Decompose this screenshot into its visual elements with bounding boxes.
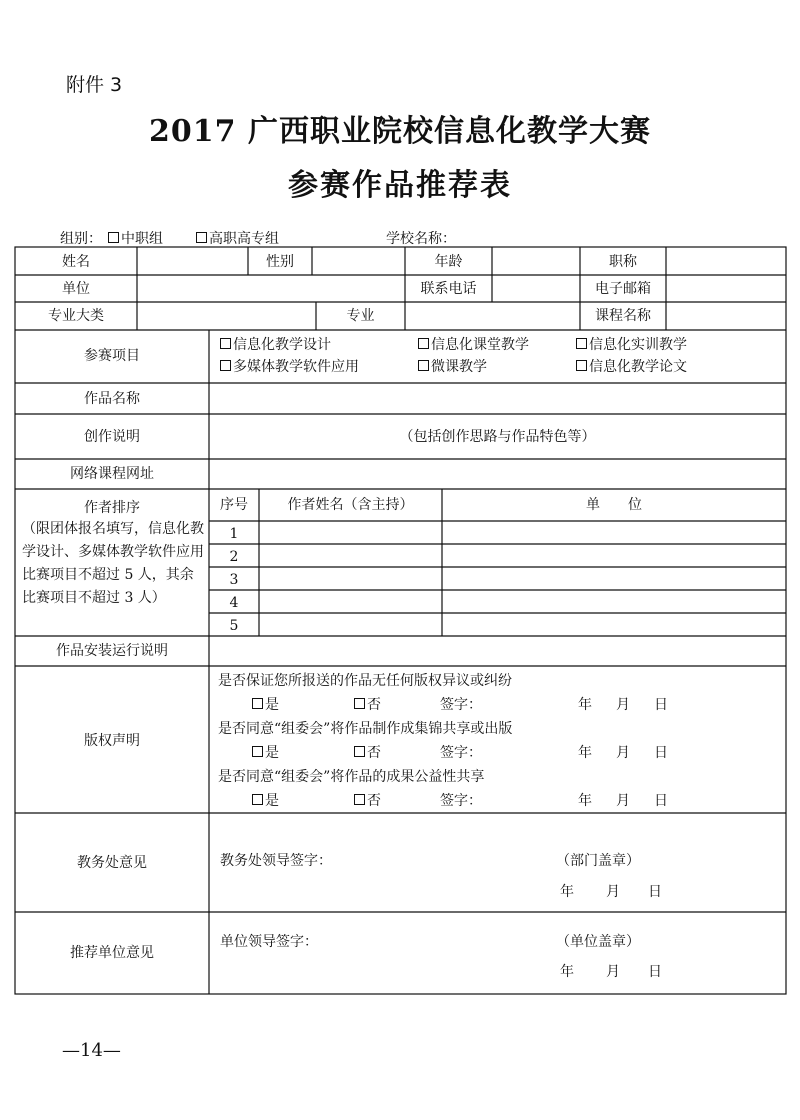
gender-label: 性别 (266, 254, 294, 270)
email-label: 电子邮箱 (595, 281, 651, 297)
year-label: 年 (560, 884, 574, 900)
project-option-label: 多媒体教学软件应用 (233, 359, 359, 375)
authors-note: （限团体报名填写，信息化教学设计、多媒体教学软件应用比赛项目不超过 5 人，其余比赛项目不超过 3 人） (22, 521, 204, 606)
month-label: 月 (616, 697, 630, 713)
project-option-paper[interactable] (576, 360, 687, 374)
yes-label: 是 (265, 697, 279, 713)
yes-label: 是 (265, 745, 279, 761)
signature-label: 签字： (440, 793, 482, 809)
job-title-label: 职称 (609, 254, 637, 270)
project-option-classroom[interactable] (418, 338, 529, 352)
checkbox-icon[interactable] (576, 338, 587, 349)
project-option-design[interactable] (220, 338, 331, 352)
copyright-no-2[interactable] (354, 746, 381, 760)
course-url-label: 网络课程网址 (70, 466, 154, 482)
year-label: 年 (578, 745, 592, 761)
major-category-label: 专业大类 (48, 308, 104, 324)
group-label: 组别： (60, 231, 102, 247)
day-label: 日 (654, 745, 668, 761)
checkbox-icon[interactable] (220, 338, 231, 349)
group-option-higher-label: 高职高专组 (209, 231, 279, 247)
copyright-question-1: 是否保证您所报送的作品无任何版权异议或纠纷 (218, 673, 512, 689)
checkbox-icon[interactable] (354, 794, 365, 805)
no-label: 否 (367, 793, 381, 809)
yes-label: 是 (265, 793, 279, 809)
checkbox-icon[interactable] (418, 360, 429, 371)
checkbox-icon[interactable] (576, 360, 587, 371)
author-row-number: 3 (229, 572, 239, 588)
creation-hint: （包括创作思路与作品特色等） (399, 429, 596, 445)
project-option-label: 信息化教学论文 (589, 359, 687, 375)
copyright-no-3[interactable] (354, 794, 381, 808)
age-label: 年龄 (434, 254, 463, 270)
signature-label: 签字： (440, 697, 482, 713)
project-option-label: 微课教学 (431, 359, 487, 375)
author-col-number: 序号 (220, 497, 248, 513)
signature-label: 签字： (440, 745, 482, 761)
authors-label: 作者排序 (84, 500, 140, 516)
page-number: —14— (62, 1040, 121, 1061)
attachment-label: 附件 3 (66, 74, 123, 96)
academic-office-label: 教务处意见 (77, 855, 147, 871)
form-title: 2017 广西职业院校信息化教学大赛 (149, 114, 651, 149)
month-label: 月 (606, 964, 620, 980)
year-label: 年 (578, 793, 592, 809)
author-row-number: 1 (229, 526, 239, 542)
phone-label: 联系电话 (420, 281, 477, 297)
checkbox-icon[interactable] (220, 360, 231, 371)
checkbox-icon[interactable] (354, 746, 365, 757)
project-option-training[interactable] (576, 338, 687, 352)
copyright-label: 版权声明 (84, 733, 140, 749)
year-label: 年 (578, 697, 592, 713)
project-option-microlesson[interactable] (418, 360, 487, 374)
day-label: 日 (654, 697, 668, 713)
day-label: 日 (648, 884, 662, 900)
school-name-label: 学校名称： (386, 231, 456, 247)
name-label: 姓名 (62, 254, 90, 270)
group-option-secondary-label: 中职组 (121, 231, 163, 247)
project-option-label: 信息化实训教学 (589, 337, 687, 353)
day-label: 日 (648, 964, 662, 980)
install-label: 作品安装运行说明 (56, 643, 168, 659)
project-label: 参赛项目 (84, 348, 140, 364)
month-label: 月 (606, 884, 620, 900)
unit-label: 单位 (62, 281, 90, 297)
project-option-label: 信息化课堂教学 (431, 337, 529, 353)
checkbox-icon[interactable] (418, 338, 429, 349)
creation-label: 创作说明 (84, 429, 140, 445)
form-subtitle: 参赛作品推荐表 (288, 168, 512, 203)
copyright-yes-3[interactable] (252, 794, 279, 808)
course-name-label: 课程名称 (595, 308, 651, 324)
month-label: 月 (616, 745, 630, 761)
unit-stamp-label: （单位盖章） (556, 934, 640, 950)
checkbox-icon[interactable] (252, 794, 263, 805)
copyright-yes-2[interactable] (252, 746, 279, 760)
author-row-number: 4 (229, 595, 239, 611)
no-label: 否 (367, 697, 381, 713)
work-name-label: 作品名称 (84, 391, 140, 407)
recommend-unit-label: 推荐单位意见 (70, 945, 154, 961)
checkbox-icon[interactable] (354, 698, 365, 709)
author-col-name: 作者姓名（含主持） (287, 497, 414, 513)
month-label: 月 (616, 793, 630, 809)
recommend-sign-label: 单位领导签字： (220, 934, 318, 950)
author-col-unit: 单 位 (586, 497, 642, 513)
year-label: 年 (560, 964, 574, 980)
author-row-number: 5 (229, 618, 239, 634)
department-stamp-label: （部门盖章） (556, 853, 640, 869)
copyright-no-1[interactable] (354, 698, 381, 712)
copyright-question-2: 是否同意“组委会”将作品制作成集锦共享或出版 (218, 721, 513, 737)
copyright-question-3: 是否同意“组委会”将作品的成果公益性共享 (218, 769, 485, 785)
project-option-multimedia[interactable] (220, 360, 359, 374)
academic-sign-label: 教务处领导签字： (220, 853, 332, 869)
project-option-label: 信息化教学设计 (233, 337, 331, 353)
checkbox-icon[interactable] (252, 746, 263, 757)
checkbox-icon[interactable] (252, 698, 263, 709)
copyright-yes-1[interactable] (252, 698, 279, 712)
no-label: 否 (367, 745, 381, 761)
author-row-number: 2 (229, 549, 239, 565)
day-label: 日 (654, 793, 668, 809)
major-label: 专业 (346, 308, 375, 324)
